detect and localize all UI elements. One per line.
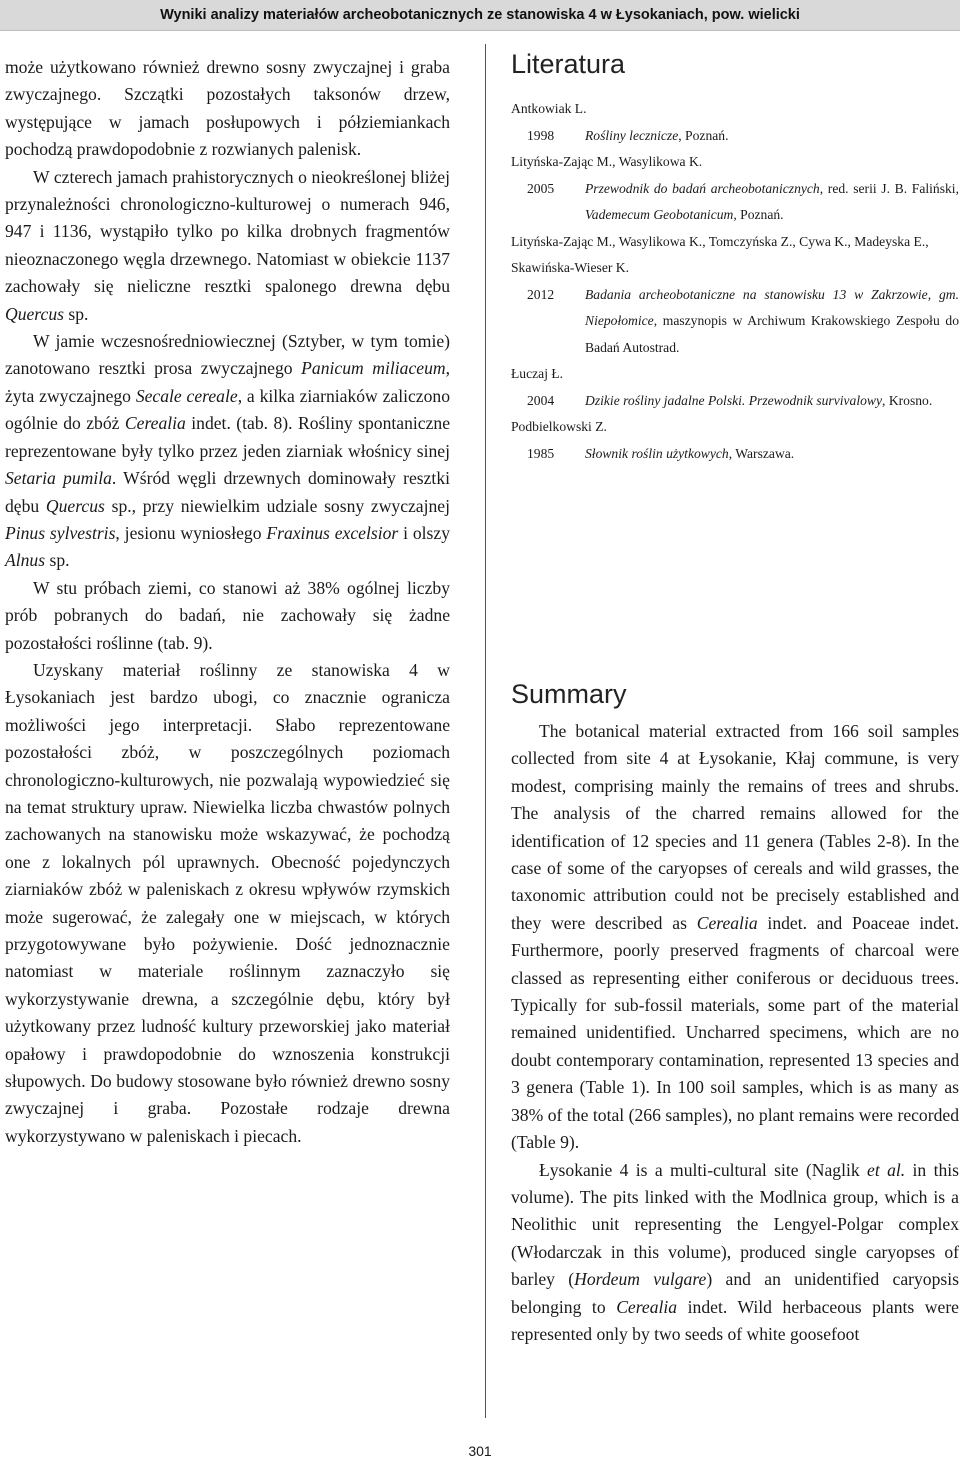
italic-term: Przewodnik do badań archeobotanicznych (585, 180, 820, 196)
summary-heading: Summary (511, 679, 627, 709)
italic-term: Alnus (5, 550, 46, 571)
italic-term: Cerealia (696, 912, 758, 933)
text-run: W jamie wczesnośredniowiecznej (Sztyber, w tym tomie) zanotowano resztki prosa zwyczajnego (5, 331, 450, 379)
left-column (5, 54, 450, 1150)
italic-term: Panicum miliaceum (301, 358, 446, 379)
paragraph-3 (5, 328, 450, 575)
text-run: , red. serii J. B. Faliński, (819, 180, 959, 196)
reference-entry (511, 123, 959, 150)
paragraph-1: może użytkowano również drewno sosny zwyczajnej i graba zwyczajnego. Szczątki pozostałych taksonów drzew, występujące w jamach posłupowych i półziemiankach pochodzą prawdopodobnie z rozwianych palenisk. (5, 57, 450, 160)
reference-author: Lityńska-Zając M., Wasylikowa K., Tomczyńska Z., Cywa K., Madeyska E., Skawińska-Wieser K. (511, 233, 929, 275)
reference-year: 1985 (527, 445, 555, 461)
reference-author: Antkowiak L. (511, 101, 587, 116)
paragraph-5: Uzyskany materiał roślinny ze stanowiska 4 w Łysokaniach jest bardzo ubogi, co znacznie ogranicza możliwości jego interpretacji. Słabo reprezentowane pozostałości zbóż, w poszczególnych poziomach chronologiczno-kulturowych, nie pozwalają wypowiedzieć się na temat struktury upraw. Niewielka liczba chwastów polnych zachowanych na stanowisku może wskazywać, że pochodzą one z lokalnych pól uprawnych. Obecność pojedynczych ziarniaków zbóż w paleniskach z okresu wpływów rzymskich może sugerować, że zalegały one w miejscach, w których przygotowywane było pożywienie. Dość jednoznacznie natomiast w materiale roślinnym zaznaczyło się wykorzystywanie drewna, a szczególnie dębu, który był użytkowany przez ludność kultury przeworskiej jako materiał opałowy i prawdopodobnie do wznoszenia konstrukcji słupowych. Do budowy stosowane było również drewno sosny zwyczajnej i graba. Pozostałe rodzaje drewna wykorzystywano w paleniskach i piecach. (5, 659, 450, 1146)
reference-entry (511, 282, 959, 362)
italic-term: Słownik roślin użytkowych (585, 445, 729, 461)
italic-term: Hordeum vulgare (574, 1269, 707, 1290)
text-run: , Warszawa. (728, 445, 795, 461)
reference-entry (511, 176, 959, 229)
reference-title (585, 123, 959, 150)
italic-term: Secale cereale (135, 385, 238, 406)
page-number: 301 (468, 1443, 492, 1459)
paragraph-2 (5, 164, 450, 328)
text-run: indet. Wild herbaceous plants were represented only by two seeds of white goosefoot (511, 1296, 959, 1344)
italic-term: Fraxinus excelsior (266, 522, 399, 543)
text-run: sp., przy niewielkim udziale sosny zwyczajnej (104, 495, 451, 516)
reference-entry (511, 441, 959, 468)
text-run: , Poznań. (678, 127, 729, 143)
reference-title (585, 441, 959, 468)
text-run: The botanical material extracted from 166 soil samples collected from site 4 at Łysokanie, Kłaj commune, is very modest, comprising mainly the remains of trees and shrubs. The analysis of the charred remains allowed for the identification of 12 species and 11 genera (Tables 2-8). In the case of some of the caryopses of cereals and wild grasses, the taxonomic attribution could not be precisely established and they were described as (511, 721, 959, 933)
right-column (511, 44, 959, 1344)
italic-term: Cerealia (616, 1296, 678, 1317)
summary-paragraph-1 (511, 718, 959, 1157)
summary-body (511, 718, 959, 1348)
reference-year: 2004 (527, 392, 555, 408)
reference-year: 2012 (527, 286, 555, 302)
running-header: Wyniki analizy materiałów archeobotanicznych ze stanowiska 4 w Łysokaniach, pow. wielicki (0, 0, 960, 31)
paragraph-2-text: W czterech jamach prahistorycznych o nieokreślonej bliżej przynależności chronologiczno-kulturowej o numerach 946, 947 i 1136, wystąpiło tylko po kilka drobnych fragmentów nieoznaczonego węgla drzewnego. Natomiast w obiekcie 1137 zachowały się nieliczne resztki spalonego drewna dębu (5, 166, 450, 297)
column-divider (485, 44, 486, 1418)
text-run: ) and an unidentified caryopsis belonging to (511, 1269, 959, 1317)
summary-paragraph-2 (511, 1157, 959, 1349)
paragraph-4: W stu próbach ziemi, co stanowi aż 38% ogólnej liczby prób pobranych do badań, nie zachowały się żadne pozostałości roślinne (tab. 9). (5, 577, 450, 653)
text-run: in this volume). The pits linked with the Modlnica group, which is a Neolithic unit representing the Lengyel-Polgar complex (Włodarczak in this volume), produced single caryopses of barley ( (511, 1159, 959, 1290)
text-run: indet. and Poaceae indet. Furthermore, poorly preserved fragments of charcoal were classed as representing either coniferous or deciduous trees. Typically for sub-fossil materials, some part of the material remained unidentified. Uncharred specimens, which are no doubt contemporary contamination, represented 13 species and 3 genera (Table 1). In 100 soil samples, which is as many as 38% of the total (266 samples), no plant remains were recorded (Table 9). (511, 912, 959, 1153)
italic-term: Dzikie rośliny jadalne Polski. Przewodnik survivalowy (585, 392, 883, 408)
text-run: sp. (45, 550, 70, 571)
text-run: Łysokanie 4 is a multi-cultural site (Naglik (539, 1159, 868, 1180)
text-run: , maszynopis w Archiwum Krakowskiego Zespołu do Badań Autostrad. (585, 313, 959, 355)
text-run: , jesionu wyniosłego (115, 522, 267, 543)
reference-year: 1998 (527, 127, 555, 143)
paragraph-2-taxon: Quercus (5, 303, 64, 324)
summary-section (511, 674, 959, 1348)
reference-author: Podbielkowski Z. (511, 419, 607, 434)
reference-title (585, 388, 959, 415)
italic-term: Vademecum Geobotanicum (585, 207, 734, 222)
italic-term: Quercus (45, 495, 105, 516)
text-run: , żyta zwyczajnego (5, 358, 450, 406)
text-run: , Krosno. (882, 392, 933, 408)
text-run: indet. (tab. 8). Rośliny spontaniczne reprezentowane były tylko przez jeden ziarniak włośnicy sinej (5, 413, 450, 461)
text-run: , Poznań. (733, 207, 784, 222)
italic-term: Pinus sylvestris (5, 522, 116, 543)
italic-term: et al. (867, 1159, 906, 1180)
literature-heading: Literatura (511, 49, 626, 79)
literature-list (511, 96, 959, 467)
reference-title (585, 176, 959, 229)
text-run: . Wśród węgli drzewnych dominowały resztki dębu (5, 468, 451, 516)
reference-year: 2005 (527, 180, 555, 196)
reference-entry (511, 388, 959, 415)
reference-title (585, 282, 959, 362)
italic-term: Setaria pumila (5, 468, 112, 489)
text-run: , a kilka ziarniaków zaliczono ogólnie do zbóż (5, 385, 450, 434)
paragraph-2-tail: sp. (63, 303, 89, 324)
text-run: i olszy (398, 522, 451, 543)
reference-author: Lityńska-Zając M., Wasylikowa K. (511, 154, 703, 169)
reference-author: Łuczaj Ł. (511, 366, 564, 381)
italic-term: Cerealia (124, 413, 186, 434)
italic-term: Rośliny lecznicze (585, 127, 679, 143)
italic-term: Badania archeobotaniczne na stanowisku 13 w Zakrzowie, gm. Niepołomice (585, 286, 959, 328)
